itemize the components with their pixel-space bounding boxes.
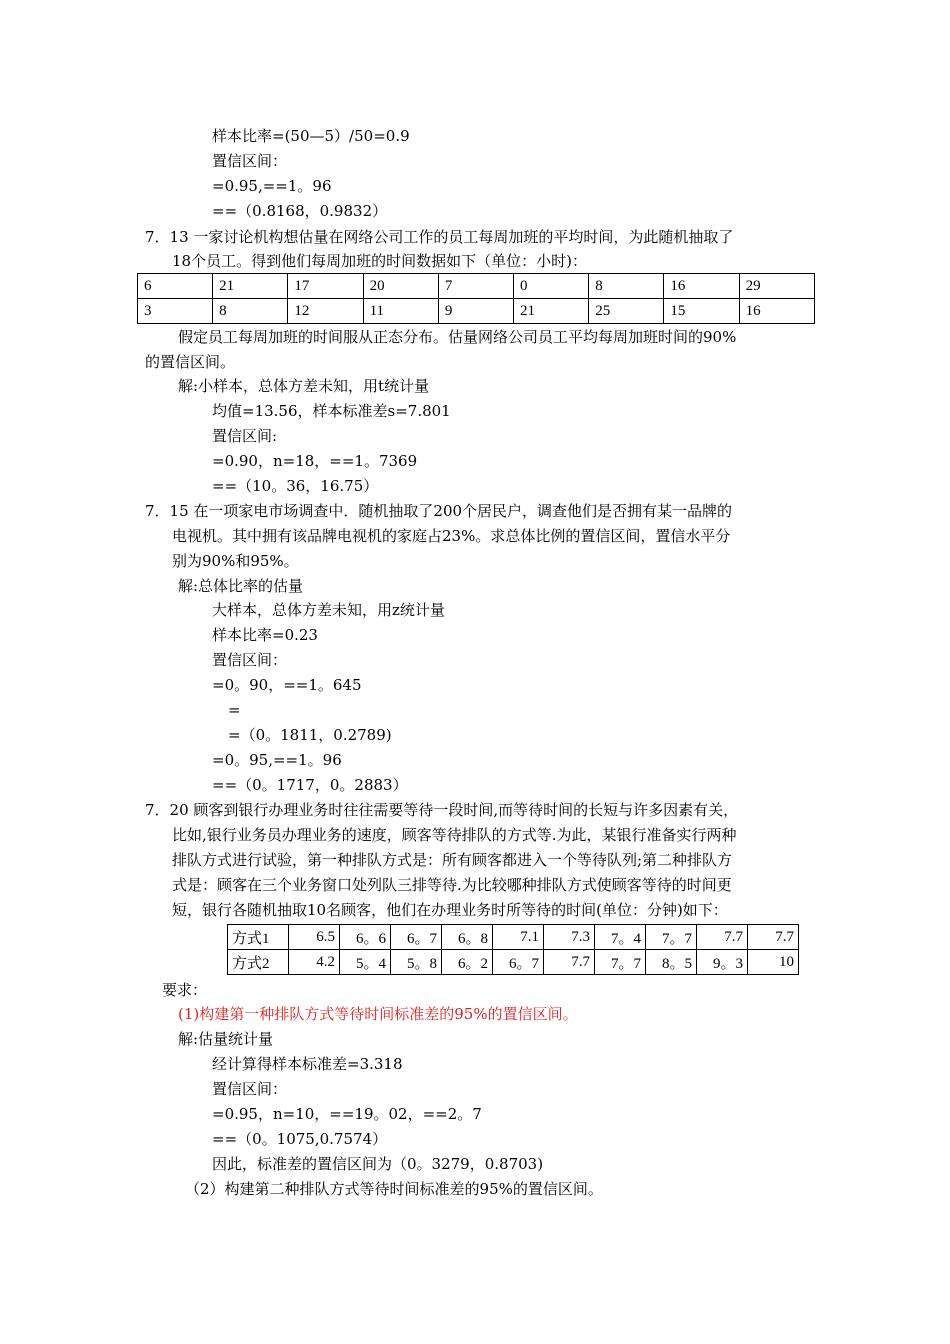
solution-7-15-line3: 样本比率=0.23: [212, 626, 318, 644]
question-7-13-line2: 18个员工。得到他们每周加班的时间数据如下（单位：小时)：: [172, 252, 587, 270]
line-sample-ratio: 样本比率=(50—5）/50=0.9: [212, 127, 410, 145]
solution-7-20-line2: 经计算得样本标准差=3.318: [212, 1055, 403, 1073]
requirements-label: 要求：: [162, 981, 208, 999]
solution-7-15-line6: =: [228, 701, 241, 719]
question-7-13-line1: 7．13 一家讨论机构想估量在网络公司工作的员工每周加班的平均时间，为此随机抽取了: [145, 228, 734, 246]
table-cell: 9: [438, 299, 513, 324]
table-cell: 5。4: [340, 950, 391, 975]
table-cell: 6: [138, 274, 213, 299]
solution-7-13-line3: 置信区间:: [212, 427, 278, 445]
table-cell: 6.5: [289, 925, 340, 950]
table-row: [228, 925, 799, 950]
table-cell: 21: [513, 299, 588, 324]
table-cell: 16: [739, 299, 814, 324]
solution-7-20-line6: 因此，标准差的置信区间为（0。3279，0.8703): [212, 1155, 544, 1173]
question-7-20-line1: 7．20 顾客到银行办理业务时往往需要等待一段时间,而等待时间的长短与许多因素有关，: [145, 801, 739, 819]
table-cell: 15: [664, 299, 739, 324]
table-cell: 12: [288, 299, 363, 324]
table-cell: 7.1: [493, 925, 544, 950]
table-row: [138, 299, 815, 324]
solution-7-13-line5: ==（10。36，16.75）: [212, 477, 379, 495]
table-cell: 7.3: [544, 925, 595, 950]
line-ci-label: 置信区间：: [212, 152, 288, 170]
waiting-time-table: [227, 924, 799, 975]
solution-7-20-line4: =0.95，n=10，==19。02，==2。7: [212, 1105, 482, 1123]
table-cell: 方式1: [228, 925, 289, 950]
table-cell: 8。5: [646, 950, 697, 975]
table-cell: 5。8: [391, 950, 442, 975]
table-cell: 16: [664, 274, 739, 299]
solution-7-15-line8: =0。95,==1。96: [212, 751, 342, 769]
solution-7-13-line1: 解:小样本，总体方差未知，用t统计量: [178, 377, 430, 395]
requirement-1: (1)构建第一种排队方式等待时间标准差的95%的置信区间。: [178, 1005, 578, 1023]
solution-7-20-line5: ==（0。1075,0.7574）: [212, 1130, 388, 1148]
table-cell: 7.7: [544, 950, 595, 975]
question-7-20-line4: 式是：顾客在三个业务窗口处列队三排等待.为比较哪种排队方式使顾客等待的时间更: [172, 876, 732, 894]
solution-7-15-line4: 置信区间：: [212, 651, 288, 669]
table-cell: 25: [589, 299, 664, 324]
table-cell: 21: [213, 274, 288, 299]
table-row: [138, 274, 815, 299]
table-cell: 10: [748, 950, 799, 975]
table-row: [228, 950, 799, 975]
solution-7-15-line2: 大样本，总体方差未知，用z统计量: [212, 601, 445, 619]
line-ci-result: ==（0.8168，0.9832）: [212, 202, 388, 220]
overtime-hours-table: [137, 273, 815, 324]
solution-7-13-line4: =0.90，n=18，==1。7369: [212, 452, 418, 470]
table-cell: 29: [739, 274, 814, 299]
table-cell: 方式2: [228, 950, 289, 975]
table-cell: 6。7: [493, 950, 544, 975]
table-cell: 11: [363, 299, 438, 324]
table-cell: 17: [288, 274, 363, 299]
table-cell: 9。3: [697, 950, 748, 975]
question-7-13-line3: 假定员工每周加班的时间服从正态分布。估量网络公司员工平均每周加班时间的90%: [178, 328, 737, 346]
question-7-20-line2: 比如,银行业务员办理业务的速度，顾客等待排队的方式等.为此，某银行准备实行两种: [172, 826, 737, 844]
question-7-20-line3: 排队方式进行试验，第一种排队方式是：所有顾客都进入一个等待队列;第二种排队方: [172, 851, 733, 869]
table-cell: 8: [213, 299, 288, 324]
question-7-13-line4: 的置信区间。: [145, 353, 236, 371]
line-ci-params: =0.95,==1。96: [212, 177, 332, 195]
table-cell: 4.2: [289, 950, 340, 975]
table-cell: 6。2: [442, 950, 493, 975]
solution-7-13-line2: 均值=13.56，样本标准差s=7.801: [212, 402, 451, 420]
solution-7-15-line9: ==（0。1717，0。2883）: [212, 776, 408, 794]
requirement-2: （2）构建第二种排队方式等待时间标准差的95%的置信区间。: [185, 1180, 603, 1198]
solution-7-15-line7: =（0。1811，0.2789): [228, 726, 392, 744]
table-cell: 6。7: [391, 925, 442, 950]
table-cell: 8: [589, 274, 664, 299]
solution-7-15-line5: =0。90，==1。645: [212, 676, 362, 694]
table-cell: 3: [138, 299, 213, 324]
table-cell: 7: [438, 274, 513, 299]
table-cell: 7.7: [697, 925, 748, 950]
table-cell: 7。7: [595, 950, 646, 975]
table-cell: 6。6: [340, 925, 391, 950]
question-7-15-line1: 7．15 在一项家电市场调查中．随机抽取了200个居民户，调查他们是否拥有某一品牌的: [145, 502, 733, 520]
question-7-15-line3: 别为90%和95%。: [172, 552, 299, 570]
table-cell: 7。4: [595, 925, 646, 950]
table-cell: 7。7: [646, 925, 697, 950]
solution-7-20-line1: 解:估量统计量: [178, 1030, 274, 1048]
question-7-20-line5: 短，银行各随机抽取10名顾客，他们在办理业务时所等待的时间(单位：分钟)如下：: [172, 901, 728, 919]
table-cell: 7.7: [748, 925, 799, 950]
table-cell: 20: [363, 274, 438, 299]
question-7-15-line2: 电视机。其中拥有该品牌电视机的家庭占23%。求总体比例的置信区间，置信水平分: [172, 527, 731, 545]
solution-7-20-line3: 置信区间：: [212, 1080, 288, 1098]
solution-7-15-line1: 解:总体比率的估量: [178, 577, 304, 595]
table-cell: 0: [513, 274, 588, 299]
table-cell: 6。8: [442, 925, 493, 950]
